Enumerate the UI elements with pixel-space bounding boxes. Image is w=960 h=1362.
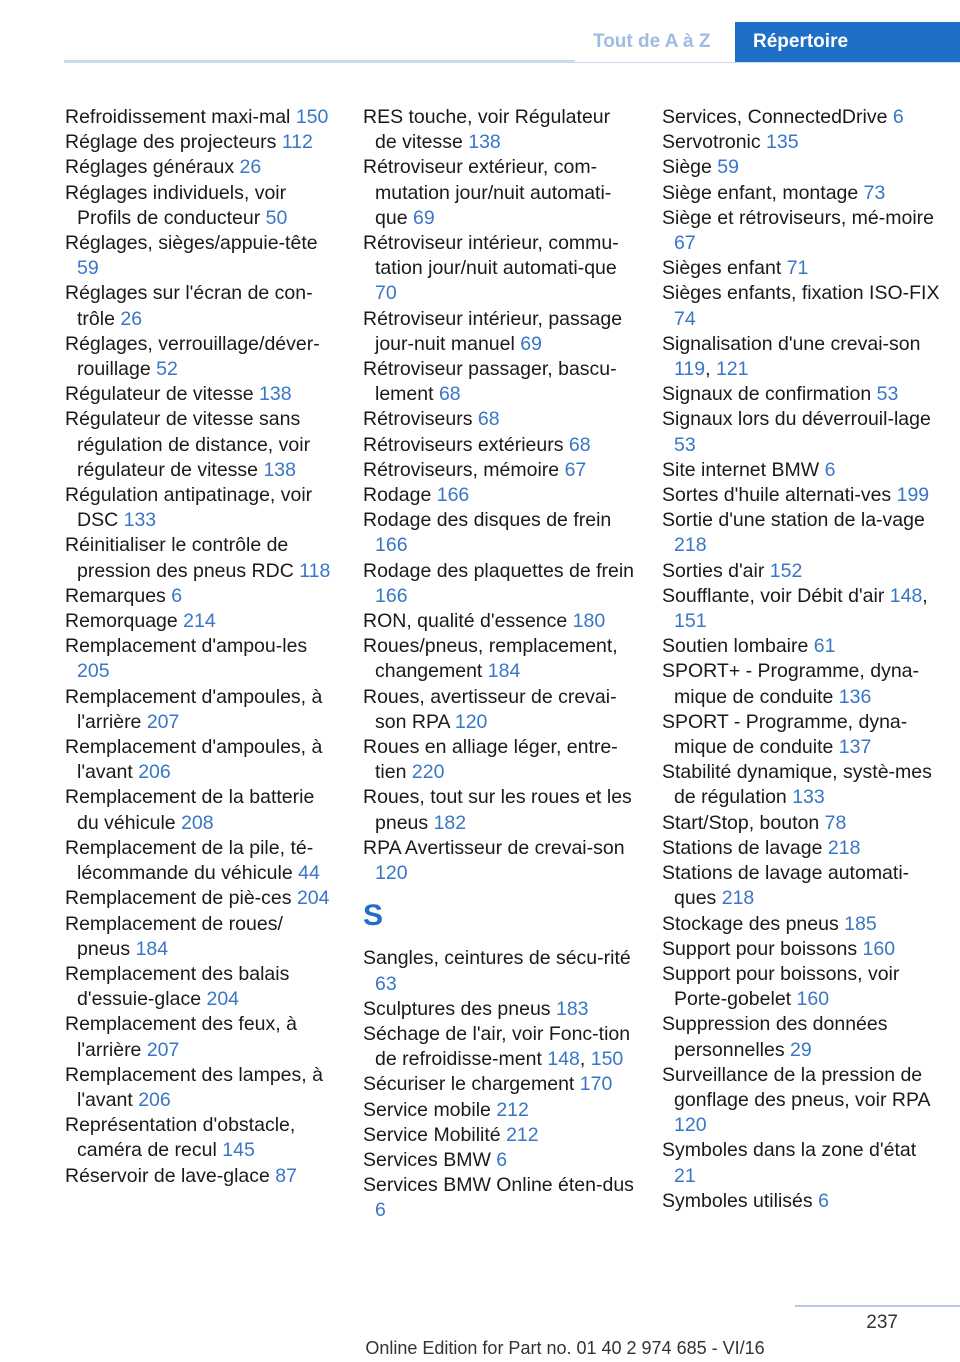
index-term: Rétroviseur extérieur, com‐mutation jour/nuit automati‐que xyxy=(363,156,612,229)
page-link[interactable]: 220 xyxy=(411,761,445,784)
index-entry xyxy=(65,836,337,886)
index-entry xyxy=(65,1164,337,1189)
index-term: Sièges enfant xyxy=(662,257,782,280)
index-term: Régulation antipatinage, voir DSC xyxy=(65,484,313,532)
index-entry xyxy=(65,1063,337,1113)
index-entry xyxy=(662,281,942,331)
page-number: 237 xyxy=(866,1312,898,1333)
tab-repertoire[interactable]: Répertoire xyxy=(735,22,960,62)
index-entry xyxy=(65,609,337,634)
index-term: SPORT - Programme, dyna‐mique de conduite xyxy=(662,710,908,759)
page-link[interactable]: 206 xyxy=(138,761,171,784)
index-entry xyxy=(662,937,942,962)
index-term: Rétroviseurs extérieurs xyxy=(363,433,564,456)
index-term: Réservoir de lave-glace xyxy=(65,1164,270,1187)
index-entry xyxy=(363,997,635,1022)
index-term: Réglage des projecteurs xyxy=(65,131,277,154)
index-entry xyxy=(662,962,942,1012)
index-entry xyxy=(662,181,942,206)
page-link[interactable]: 137 xyxy=(838,736,872,759)
index-term: Soufflante, voir Débit d'air xyxy=(662,584,885,607)
index-entry xyxy=(65,533,337,583)
page-link[interactable]: 52 xyxy=(156,358,178,381)
page-link[interactable]: 184 xyxy=(135,937,169,960)
index-term: Support pour boissons xyxy=(662,937,858,960)
index-term: Réglages individuels, voir Profils de conducteur xyxy=(65,181,287,229)
index-entry xyxy=(662,1189,942,1214)
page-link[interactable]: 68 xyxy=(477,408,500,431)
index-entry xyxy=(363,483,635,508)
index-entry xyxy=(65,886,337,911)
index-term: Start/Stop, bouton xyxy=(662,811,820,834)
page-link[interactable]: 26 xyxy=(239,156,262,179)
page-link[interactable]: 119 xyxy=(674,358,706,381)
index-term: Rétroviseurs, mémoire xyxy=(363,458,560,481)
index-entry xyxy=(363,1123,635,1148)
page-link[interactable]: 204 xyxy=(206,988,240,1011)
index-term: Signaux lors du déverrouil‐lage xyxy=(662,408,931,431)
index-entry xyxy=(65,1113,337,1163)
index-term: Rétroviseur intérieur, passage jour-nuit manuel xyxy=(363,307,623,355)
index-column-1 xyxy=(65,105,337,1189)
page-link[interactable]: 183 xyxy=(555,997,589,1020)
page-link[interactable]: 166 xyxy=(375,534,408,557)
index-entry xyxy=(65,382,337,407)
index-entry xyxy=(65,181,337,231)
page-link[interactable]: 218 xyxy=(827,836,861,859)
page-link[interactable]: 180 xyxy=(572,610,606,633)
page-link[interactable]: 184 xyxy=(487,660,521,683)
page-link[interactable]: 204 xyxy=(296,887,330,910)
page-link[interactable]: 67 xyxy=(674,232,696,255)
index-entry xyxy=(363,307,635,357)
page-link[interactable]: 206 xyxy=(138,1088,171,1111)
page-link[interactable]: 6 xyxy=(375,1199,386,1222)
page-link[interactable]: 160 xyxy=(862,937,896,960)
index-term: Signaux de confirmation xyxy=(662,383,872,406)
index-term: Rétroviseur intérieur, commu‐tation jour/nuit automati‐que xyxy=(363,232,619,280)
page-link[interactable]: 6 xyxy=(824,458,836,481)
index-term: Sculptures des pneus xyxy=(363,997,551,1020)
index-term: Servotronic xyxy=(662,131,761,154)
index-entry xyxy=(662,861,942,911)
index-term: Remplacement des feux, à l'arrière xyxy=(65,1013,297,1061)
index-entry xyxy=(65,105,337,130)
index-term: Refroidissement maxi‐mal xyxy=(65,106,291,128)
index-term: Service Mobilité xyxy=(363,1123,501,1146)
index-term: Réinitialiser le contrôle de pression des pneus RDC xyxy=(65,534,294,582)
index-entry xyxy=(65,407,337,483)
page-link[interactable]: 50 xyxy=(265,206,288,229)
index-term: Soutien lombaire xyxy=(662,635,809,658)
index-entry xyxy=(65,155,337,180)
footer-rule xyxy=(795,1305,960,1307)
index-entry xyxy=(662,206,942,256)
index-entry xyxy=(662,811,942,836)
index-entry xyxy=(363,105,635,155)
page-link[interactable]: 166 xyxy=(375,584,408,607)
index-term: Suppression des données personnelles xyxy=(662,1013,888,1061)
page-link[interactable]: 218 xyxy=(674,534,707,557)
index-entry xyxy=(662,634,942,659)
index-term: Roues/pneus, remplacement, changement xyxy=(363,635,618,683)
index-entry xyxy=(363,634,635,684)
index-term: Remplacement d'ampoules, à l'arrière xyxy=(65,685,323,733)
index-term: Réglages, verrouillage/déver‐rouillage xyxy=(65,332,320,381)
index-term: Service mobile xyxy=(363,1098,491,1121)
index-entry: Séchage de l'air, voir Fonc‐tion de refroidisse‐ment 148, 150 xyxy=(363,1022,631,1071)
page-link[interactable]: 136 xyxy=(838,685,872,708)
index-entry xyxy=(662,256,942,281)
page-link[interactable]: 6 xyxy=(496,1148,508,1171)
index-entry xyxy=(363,407,635,432)
page-link[interactable]: 53 xyxy=(876,383,899,406)
page-link[interactable]: 6 xyxy=(892,106,904,128)
page-link[interactable]: 69 xyxy=(412,206,435,229)
index-term: Support pour boissons, voir Porte-gobelet xyxy=(662,962,900,1011)
page-link[interactable]: 6 xyxy=(171,584,183,607)
index-term: Signalisation d'une crevai‐son xyxy=(662,332,921,355)
index-term: Remplacement d'ampoules, à l'avant xyxy=(65,736,323,784)
index-term: Rétroviseur passager, bascu‐lement xyxy=(363,358,617,406)
index-term: RON, qualité d'essence xyxy=(363,610,568,633)
index-term: Remplacement des lampes, à l'avant xyxy=(65,1063,323,1111)
index-entry xyxy=(363,1148,635,1173)
index-entry xyxy=(662,912,942,937)
index-entry xyxy=(363,1072,635,1097)
index-entry xyxy=(65,584,337,609)
index-entry xyxy=(363,1173,635,1223)
index-entry xyxy=(363,946,635,996)
index-entry xyxy=(662,508,942,558)
index-term: SPORT+ - Programme, dyna‐mique de conduite xyxy=(662,660,920,708)
index-term: Symboles dans la zone d'état xyxy=(662,1139,917,1162)
page-link[interactable]: 145 xyxy=(222,1139,255,1162)
index-entry xyxy=(662,458,942,483)
page-link[interactable]: 207 xyxy=(146,1038,180,1061)
index-entry xyxy=(662,382,942,407)
page-link[interactable]: 120 xyxy=(375,862,408,885)
page-link[interactable]: 68 xyxy=(438,383,461,406)
index-term: Réglages sur l'écran de con‐trôle xyxy=(65,282,313,330)
page-link[interactable]: 148 xyxy=(547,1048,580,1071)
index-term: Remarques xyxy=(65,584,166,607)
index-entry xyxy=(363,735,635,785)
index-term: Rétroviseurs xyxy=(363,408,473,431)
page-link[interactable]: 120 xyxy=(454,710,488,733)
index-entry xyxy=(363,685,635,735)
index-column-2 xyxy=(363,105,635,1224)
index-term: Services BMW xyxy=(363,1148,491,1171)
index-entry xyxy=(65,130,337,155)
index-entry xyxy=(363,155,635,231)
page-link[interactable]: 138 xyxy=(259,383,292,406)
page-link[interactable]: 63 xyxy=(375,972,397,995)
index-term: Réglages généraux xyxy=(65,156,235,179)
index-term: Remplacement de la pile, té‐lécommande du véhicule xyxy=(65,836,314,885)
index-entry xyxy=(363,231,635,307)
index-term: Remplacement de la batterie du véhicule xyxy=(65,786,315,834)
page-link[interactable]: 59 xyxy=(717,156,739,179)
index-entry xyxy=(65,483,337,533)
index-term: Sangles, ceintures de sécu‐rité xyxy=(363,947,631,970)
index-entry xyxy=(363,357,635,407)
index-term: Remplacement d'ampou‐les xyxy=(65,635,308,658)
index-entry: Soufflante, voir Débit d'air 148, 151 xyxy=(662,584,928,633)
index-term: Remorquage xyxy=(65,610,178,633)
index-term: Roues en alliage léger, entre‐tien xyxy=(363,736,618,784)
index-term: Remplacement des balais d'essuie-glace xyxy=(65,962,290,1011)
page-link[interactable]: 170 xyxy=(579,1073,613,1096)
page-link[interactable]: 78 xyxy=(824,811,847,834)
page-link[interactable]: 199 xyxy=(896,484,930,507)
index-entry xyxy=(65,332,337,382)
index-entry xyxy=(662,760,942,810)
page-link[interactable]: 69 xyxy=(520,332,542,355)
page-link[interactable]: 212 xyxy=(506,1123,539,1146)
page-link[interactable]: 207 xyxy=(146,710,180,733)
index-entry xyxy=(363,433,635,458)
page-link[interactable]: 61 xyxy=(813,635,836,658)
page-link[interactable]: 205 xyxy=(77,660,110,683)
page-link[interactable]: 151 xyxy=(674,610,707,633)
index-term: Remplacement de roues/ pneus xyxy=(65,912,283,960)
index-entry xyxy=(65,962,337,1012)
index-entry xyxy=(65,1012,337,1062)
page-link[interactable]: 53 xyxy=(674,433,696,456)
index-term: Sièges enfants, fixation ISO‐FIX xyxy=(662,282,940,305)
page-link[interactable]: 71 xyxy=(786,257,809,280)
index-entry xyxy=(363,458,635,483)
index-entry xyxy=(363,785,635,835)
page-link[interactable]: 21 xyxy=(674,1164,696,1187)
index-entry xyxy=(65,281,337,331)
index-term: Régulateur de vitesse sans régulation de distance, voir régulateur de vitesse xyxy=(65,408,311,481)
page-link[interactable]: 120 xyxy=(674,1114,707,1137)
index-entry xyxy=(662,836,942,861)
index-entry xyxy=(65,685,337,735)
index-term: Roues, avertisseur de crevai‐son RPA xyxy=(363,685,617,733)
page-link[interactable]: 26 xyxy=(120,307,143,330)
index-entry xyxy=(65,785,337,835)
page-link[interactable]: 74 xyxy=(674,307,696,330)
index-term: Surveillance de la pression de gonflage des pneus, voir RPA xyxy=(662,1063,930,1111)
index-term: Site internet BMW xyxy=(662,458,820,481)
page-link[interactable]: 59 xyxy=(77,257,99,280)
index-entry xyxy=(662,105,942,130)
page-link[interactable]: 185 xyxy=(844,912,877,935)
index-entry xyxy=(363,836,635,886)
index-term: Stations de lavage xyxy=(662,836,823,859)
index-term: Régulateur de vitesse xyxy=(65,383,254,406)
index-term: Stations de lavage automati‐ques xyxy=(662,862,910,910)
page-link[interactable]: 112 xyxy=(281,131,313,154)
index-entry xyxy=(662,559,942,584)
index-entry xyxy=(65,735,337,785)
index-column-3 xyxy=(662,105,942,1214)
index-term: Rodage des disques de frein xyxy=(363,509,612,532)
page-link[interactable]: 214 xyxy=(183,610,216,633)
index-term: Réglages, sièges/appuie‐tête xyxy=(65,232,318,255)
index-term: Rodage xyxy=(363,484,432,507)
index-entry xyxy=(662,155,942,180)
index-entry xyxy=(662,1063,942,1139)
page-link[interactable]: 166 xyxy=(436,484,470,507)
page-link[interactable]: 73 xyxy=(863,181,886,204)
page-link[interactable]: 138 xyxy=(263,458,296,481)
index-term: Sortie d'une station de la‐vage xyxy=(662,509,925,532)
index-term: Remplacement de piè‐ces xyxy=(65,887,292,910)
index-term: Séchage de l'air, voir Fonc‐tion de refroidisse‐ment xyxy=(363,1022,631,1071)
index-entry xyxy=(363,609,635,634)
index-entry: Signalisation d'une crevai‐son 119, 121 xyxy=(662,332,921,381)
section-letter: S xyxy=(363,899,384,933)
page-link[interactable]: 208 xyxy=(181,811,214,834)
index-term: RES touche, voir Régulateur de vitesse xyxy=(363,106,611,154)
page-link[interactable]: 160 xyxy=(796,988,830,1011)
index-entry xyxy=(363,1098,635,1123)
page-link[interactable]: 150 xyxy=(295,106,329,128)
index-term: RPA Avertisseur de crevai‐son xyxy=(363,836,625,859)
index-term: Siège et rétroviseurs, mé‐moire xyxy=(662,206,935,229)
page-link[interactable]: 68 xyxy=(568,433,591,456)
page-link[interactable]: 87 xyxy=(275,1164,297,1187)
index-term: Sécuriser le chargement xyxy=(363,1073,575,1096)
index-term: Sortes d'huile alternati‐ves xyxy=(662,484,892,507)
index-entry xyxy=(662,710,942,760)
page-link[interactable]: 133 xyxy=(792,786,825,809)
index-term: Rodage des plaquettes de frein xyxy=(363,559,635,582)
index-entry xyxy=(65,634,337,684)
page-link[interactable]: 133 xyxy=(123,509,157,532)
index-entry xyxy=(662,130,942,155)
page-link[interactable]: 150 xyxy=(590,1048,624,1071)
page-link[interactable]: 212 xyxy=(496,1098,529,1121)
index-term: Services, ConnectedDrive xyxy=(662,106,888,128)
index-term: Représentation d'obstacle, caméra de recul xyxy=(65,1114,296,1162)
index-term: Stockage des pneus xyxy=(662,912,839,935)
footer-edition: Online Edition for Part no. 01 40 2 974 685 - VI/16 xyxy=(365,1338,765,1358)
page-link[interactable]: 29 xyxy=(790,1038,812,1061)
tab-tout-de-a-a-z[interactable]: Tout de A à Z xyxy=(575,22,735,62)
index-term: Symboles utilisés xyxy=(662,1189,813,1212)
index-term: Sorties d'air xyxy=(662,559,765,582)
page-link[interactable]: 135 xyxy=(766,131,799,154)
index-term: Services BMW Online éten‐dus xyxy=(363,1174,634,1197)
index-term: Roues, tout sur les roues et les pneus xyxy=(363,786,632,834)
index-entry xyxy=(662,483,942,508)
index-entry xyxy=(662,659,942,709)
index-entry xyxy=(363,559,635,609)
index-term: Siège xyxy=(662,156,712,179)
page-link[interactable]: 152 xyxy=(769,559,803,582)
page-link[interactable]: 121 xyxy=(715,358,749,381)
page-link[interactable]: 182 xyxy=(433,811,467,834)
page-link[interactable]: 148 xyxy=(889,584,923,607)
index-entry xyxy=(662,1012,942,1062)
index-entry xyxy=(363,508,635,558)
index-entry xyxy=(662,407,942,457)
page-link[interactable]: 67 xyxy=(564,458,587,481)
index-entry xyxy=(65,912,337,962)
page-link[interactable]: 44 xyxy=(298,862,320,885)
page-link[interactable]: 6 xyxy=(818,1189,829,1212)
page-link[interactable]: 138 xyxy=(468,131,501,154)
index-term: Siège enfant, montage xyxy=(662,181,859,204)
index-term: Stabilité dynamique, systè‐mes de régulation xyxy=(662,761,932,809)
page-link[interactable]: 118 xyxy=(299,559,331,582)
page-link[interactable]: 70 xyxy=(375,282,397,305)
page-link[interactable]: 218 xyxy=(721,887,755,910)
index-entry xyxy=(65,231,337,281)
index-entry xyxy=(662,1138,942,1188)
